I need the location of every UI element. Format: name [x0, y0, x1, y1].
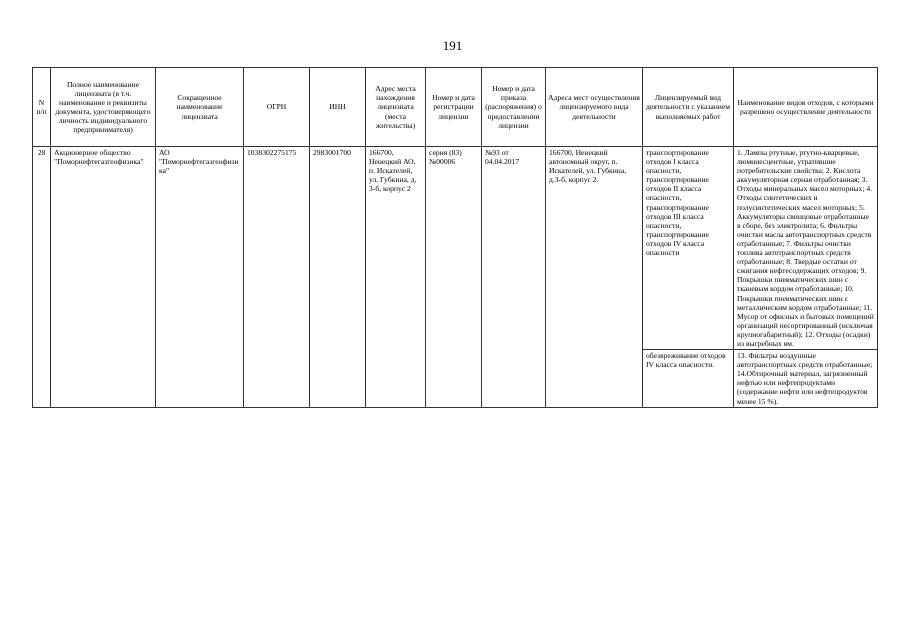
table-header-row	[33, 68, 878, 147]
cell-inn: 2983001700	[310, 147, 366, 408]
header-ogrn: ОГРН	[244, 68, 310, 147]
header-inn: ИНН	[310, 68, 366, 147]
cell-number: 28	[33, 147, 51, 408]
cell-license: серия (83) №00006	[426, 147, 482, 408]
cell-full-name: Акционерное общество "Поморнефтегазгеофизика"	[51, 147, 156, 408]
license-registry-table	[32, 67, 878, 408]
header-waste-types: Наименование видов отходов, с которыми разрешено осуществление деятельности	[734, 68, 878, 147]
header-short-name: Сокращенное наименование лицензиата	[156, 68, 244, 147]
cell-short-name: АО "Поморнефтегазгеофизика"	[156, 147, 244, 408]
header-activity-type: Лицензируемый вид деятельности с указанием выполняемых работ	[643, 68, 734, 147]
header-activity-address: Адреса мест осуществления лицензируемого вида деятельности	[546, 68, 643, 147]
header-license: Номер и дата регистрации лицензии	[426, 68, 482, 147]
table-row	[33, 147, 878, 350]
cell-activity-type: транспортирование отходов I класса опасности, транспортирование отходов II класса опасности, транспортирование отходов III класса опасности, транспортирование отходов IV класса опасности	[643, 147, 734, 350]
cell-order: №93 от 04.04.2017	[482, 147, 546, 408]
cell-activity-type: обезвреживание отходов IV класса опасности.	[643, 350, 734, 408]
cell-waste-types: 13. Фильтры воздушные автотранспортных средств отработанные; 14.Обтирочный материал, загрязненный нефтью или нефтепродуктами (содержание нефти или нефтепродуктов менее 15 %).	[734, 350, 878, 408]
page-number: 191	[442, 38, 463, 53]
header-number: N п/п	[33, 68, 51, 147]
cell-activity-address: 166700, Ненецкий автономный округ, п. Искателей, ул. Губкина, д.3-б, корпус 2.	[546, 147, 643, 408]
cell-ogrn: 1038302275175	[244, 147, 310, 408]
header-full-name: Полное наименование лицензиата (в т.ч. наименование и реквизиты документа, удостоверяющего личность индивидуального предпринимателя)	[51, 68, 156, 147]
cell-address: 166700, Ненецкий АО, п. Искателей, ул. Губкина, д. 3-б, корпус 2	[366, 147, 426, 408]
header-address: Адрес места нахождения лицензиата (места жительства)	[366, 68, 426, 147]
cell-waste-types: 1. Лампы ртутные, ртутно-кварцевые, люминесцентные, утратившие потребительские свойства; 2. Кислота аккумуляторная серная отработанная; 3. Отходы минеральных масел моторных; 4. Отходы синтетических и полусинтетических масел моторных; 5. Аккумуляторы свинцовые отработанные в сборе, без электролита; 6. Фильтры очистки масла автотранспортных средств отработанные; 7. Фильтры очистки топлива автотранспортных средств отработанные; 8. Твердые остатки от сжигания нефтесодержащих отходов; 9. Покрышки пневматических шин с тканевым кордом отработанные; 10. Покрышки пневматических шин с металлическим кордом отработанные; 11. Мусор от офисных и бытовых помещений организаций несортированный (исключая крупногабаритный); 12. Отходы (осадки) из выгребных ям.	[734, 147, 878, 350]
header-order: Номер и дата приказа (распоряжения) о предоставлении лицензии	[482, 68, 546, 147]
